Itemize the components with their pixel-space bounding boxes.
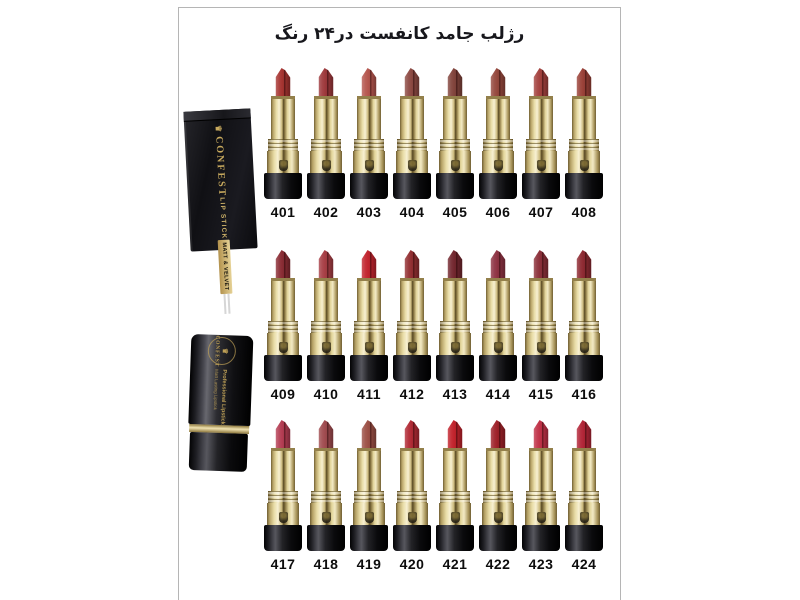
brand-emblem-icon (537, 342, 546, 353)
shade-number: 413 (442, 386, 468, 402)
shade-number: 404 (399, 204, 425, 220)
lipstick-base (436, 525, 474, 551)
lipstick-swatch (521, 68, 561, 219)
lipstick-body (482, 333, 514, 355)
box-label (186, 121, 255, 291)
lipstick-bullet (532, 250, 550, 278)
lipstick-neck (357, 278, 381, 321)
lipstick-collar (440, 321, 470, 333)
lipstick-neck (529, 278, 553, 321)
lipstick-collar (526, 321, 556, 333)
lipstick-body (568, 151, 600, 173)
lipstick-neck (529, 96, 553, 139)
lipstick-base (307, 355, 345, 381)
lipstick-base (264, 355, 302, 381)
lipstick-neck (271, 96, 295, 139)
lipstick-body (568, 503, 600, 525)
lipstick-body (568, 333, 600, 355)
box-band-label: MATT & VELVET (218, 239, 233, 294)
page-title: رژلب جامد کانفست در۲۴ رنگ (274, 24, 525, 44)
shade-number: 410 (313, 386, 339, 402)
lipstick-neck (400, 448, 424, 491)
shade-number: 418 (313, 556, 339, 572)
lipstick-neck (572, 448, 596, 491)
shade-number: 422 (485, 556, 511, 572)
lipstick-base (307, 525, 345, 551)
lipstick-neck (400, 278, 424, 321)
shade-number: 403 (356, 204, 382, 220)
lipstick-body (310, 151, 342, 173)
shade-number: 417 (270, 556, 296, 572)
lipstick-swatch (478, 250, 518, 401)
lipstick-bullet (446, 420, 464, 448)
brand-emblem-icon (279, 512, 288, 523)
lipstick-neck (314, 96, 338, 139)
brand-emblem-icon (494, 342, 503, 353)
lipstick-swatch (392, 250, 432, 401)
lipstick-base (350, 525, 388, 551)
shade-number: 408 (571, 204, 597, 220)
lipstick-body (482, 503, 514, 525)
brand-emblem-icon (365, 512, 374, 523)
lipstick-swatch (564, 250, 604, 401)
lipstick-body (353, 503, 385, 525)
lipstick-base (264, 173, 302, 199)
brand-emblem-icon (451, 342, 460, 353)
lipstick-swatch (263, 250, 303, 401)
lipstick-base (350, 355, 388, 381)
shade-number: 415 (528, 386, 554, 402)
lipstick-base (393, 173, 431, 199)
lipstick-collar (440, 491, 470, 503)
lipstick-swatch (263, 420, 303, 571)
lipstick-neck (529, 448, 553, 491)
tube-brand-crest (207, 337, 236, 366)
brand-emblem-icon (322, 342, 331, 353)
lipstick-bullet (403, 68, 421, 96)
image-frame (178, 7, 621, 600)
brand-emblem-icon (494, 160, 503, 171)
lipstick-bullet (360, 250, 378, 278)
brand-emblem-icon (408, 512, 417, 523)
lipstick-base (565, 173, 603, 199)
lipstick-neck (271, 448, 295, 491)
lipstick-swatch (478, 420, 518, 571)
lipstick-body (439, 333, 471, 355)
lipstick-bullet (360, 68, 378, 96)
lipstick-body (267, 503, 299, 525)
lipstick-bullet (360, 420, 378, 448)
brand-emblem-icon (365, 160, 374, 171)
lipstick-swatch (521, 250, 561, 401)
lipstick-swatch (521, 420, 561, 571)
tube-text-lines (213, 369, 228, 425)
lipstick-neck (443, 448, 467, 491)
shade-number: 411 (356, 386, 382, 402)
shade-number: 406 (485, 204, 511, 220)
lipstick-base (393, 525, 431, 551)
lipstick-bullet (317, 68, 335, 96)
lipstick-neck (572, 96, 596, 139)
lipstick-base (479, 355, 517, 381)
lipstick-body (525, 151, 557, 173)
lipstick-neck (443, 96, 467, 139)
lipstick-base (436, 355, 474, 381)
crown-icon: ♛ (213, 125, 224, 135)
lipstick-bullet (489, 68, 507, 96)
lipstick-swatch (349, 250, 389, 401)
shade-number: 421 (442, 556, 468, 572)
shade-number: 412 (399, 386, 425, 402)
lipstick-collar (268, 491, 298, 503)
lipstick-base (393, 355, 431, 381)
tube-brand: CONFEST (213, 335, 221, 368)
brand-emblem-icon (580, 512, 589, 523)
lipstick-neck (357, 448, 381, 491)
lipstick-neck (357, 96, 381, 139)
lipstick-base (565, 355, 603, 381)
lipstick-collar (526, 491, 556, 503)
lipstick-body (267, 333, 299, 355)
lipstick-collar (354, 491, 384, 503)
lipstick-collar (397, 321, 427, 333)
lipstick-body (310, 503, 342, 525)
brand-emblem-icon (451, 512, 460, 523)
lipstick-swatch (263, 68, 303, 219)
lipstick-base (522, 525, 560, 551)
shade-number: 401 (270, 204, 296, 220)
lipstick-bullet (575, 420, 593, 448)
lipstick-collar (440, 139, 470, 151)
lipstick-body (439, 503, 471, 525)
lipstick-collar (354, 321, 384, 333)
box-fine-print (223, 293, 230, 313)
shade-number: 419 (356, 556, 382, 572)
lipstick-base (350, 173, 388, 199)
lipstick-body (396, 503, 428, 525)
box-brand-row (212, 125, 227, 198)
brand-emblem-icon (494, 512, 503, 523)
lipstick-collar (397, 491, 427, 503)
lipstick-bullet (446, 250, 464, 278)
lipstick-base (522, 173, 560, 199)
lipstick-base (522, 355, 560, 381)
shade-number: 420 (399, 556, 425, 572)
tube-label-line2: Matt Lasting Lipstick (213, 369, 220, 411)
lipstick-body (525, 333, 557, 355)
brand-emblem-icon (408, 342, 417, 353)
lipstick-swatch (564, 68, 604, 219)
lipstick-collar (311, 139, 341, 151)
lipstick-collar (311, 321, 341, 333)
lipstick-swatch (564, 420, 604, 571)
lipstick-swatch (306, 68, 346, 219)
lipstick-bullet (274, 250, 292, 278)
lipstick-bullet (317, 250, 335, 278)
lipstick-collar (268, 139, 298, 151)
lipstick-bullet (575, 250, 593, 278)
lipstick-swatch (392, 68, 432, 219)
brand-emblem-icon (537, 512, 546, 523)
shade-number: 424 (571, 556, 597, 572)
lipstick-collar (268, 321, 298, 333)
lipstick-bullet (317, 420, 335, 448)
box-lid (183, 108, 250, 121)
lipstick-neck (400, 96, 424, 139)
lipstick-neck (486, 448, 510, 491)
shade-number: 402 (313, 204, 339, 220)
lipstick-bullet (446, 68, 464, 96)
lipstick-bullet (403, 250, 421, 278)
lipstick-collar (569, 491, 599, 503)
lipstick-body (439, 151, 471, 173)
tube-label-line1: Professional Lipstick (219, 369, 228, 425)
lipstick-collar (311, 491, 341, 503)
lipstick-collar (526, 139, 556, 151)
tube-base (189, 432, 248, 472)
shade-row-3 (263, 420, 604, 571)
lipstick-swatch (435, 250, 475, 401)
crown-icon: ♛ (221, 347, 230, 356)
lipstick-bullet (532, 420, 550, 448)
lipstick-base (436, 173, 474, 199)
lipstick-body (267, 151, 299, 173)
closed-lipstick-tube (187, 334, 254, 475)
lipstick-body (353, 151, 385, 173)
brand-emblem-icon (322, 160, 331, 171)
shade-number: 416 (571, 386, 597, 402)
lipstick-collar (483, 321, 513, 333)
lipstick-bullet (489, 420, 507, 448)
lipstick-bullet (274, 420, 292, 448)
shade-number: 407 (528, 204, 554, 220)
lipstick-bullet (274, 68, 292, 96)
lipstick-bullet (489, 250, 507, 278)
lipstick-neck (271, 278, 295, 321)
lipstick-neck (314, 448, 338, 491)
lipstick-body (396, 333, 428, 355)
brand-emblem-icon (580, 160, 589, 171)
lipstick-swatch (392, 420, 432, 571)
lipstick-neck (486, 96, 510, 139)
shade-row-2 (263, 250, 604, 401)
lipstick-collar (569, 321, 599, 333)
lipstick-body (482, 151, 514, 173)
lipstick-swatch (478, 68, 518, 219)
brand-emblem-icon (279, 160, 288, 171)
shade-number: 423 (528, 556, 554, 572)
lipstick-bullet (575, 68, 593, 96)
lipstick-bullet (532, 68, 550, 96)
lipstick-collar (483, 139, 513, 151)
lipstick-base (264, 525, 302, 551)
brand-emblem-icon (408, 160, 417, 171)
tube-cap (188, 334, 253, 426)
lipstick-collar (483, 491, 513, 503)
shade-row-1 (263, 68, 604, 219)
lipstick-neck (486, 278, 510, 321)
shade-number: 409 (270, 386, 296, 402)
lipstick-body (396, 151, 428, 173)
lipstick-base (307, 173, 345, 199)
lipstick-body (353, 333, 385, 355)
lipstick-body (310, 333, 342, 355)
lipstick-swatch (435, 420, 475, 571)
lipstick-collar (569, 139, 599, 151)
lipstick-box (183, 108, 257, 291)
brand-emblem-icon (580, 342, 589, 353)
lipstick-collar (397, 139, 427, 151)
lipstick-swatch (349, 420, 389, 571)
lipstick-swatch (306, 420, 346, 571)
brand-emblem-icon (451, 160, 460, 171)
lipstick-bullet (403, 420, 421, 448)
lipstick-collar (354, 139, 384, 151)
lipstick-base (565, 525, 603, 551)
lipstick-base (479, 173, 517, 199)
lipstick-neck (443, 278, 467, 321)
shade-number: 414 (485, 386, 511, 402)
lipstick-neck (572, 278, 596, 321)
lipstick-swatch (306, 250, 346, 401)
brand-emblem-icon (279, 342, 288, 353)
lipstick-body (525, 503, 557, 525)
lipstick-base (479, 525, 517, 551)
lipstick-neck (314, 278, 338, 321)
brand-emblem-icon (365, 342, 374, 353)
box-brand: CONFEST (212, 136, 227, 198)
box-product-type: LIP STICK (217, 197, 228, 240)
brand-emblem-icon (322, 512, 331, 523)
lipstick-swatch (349, 68, 389, 219)
lipstick-swatch (435, 68, 475, 219)
brand-emblem-icon (537, 160, 546, 171)
shade-number: 405 (442, 204, 468, 220)
tube-label (191, 335, 250, 425)
